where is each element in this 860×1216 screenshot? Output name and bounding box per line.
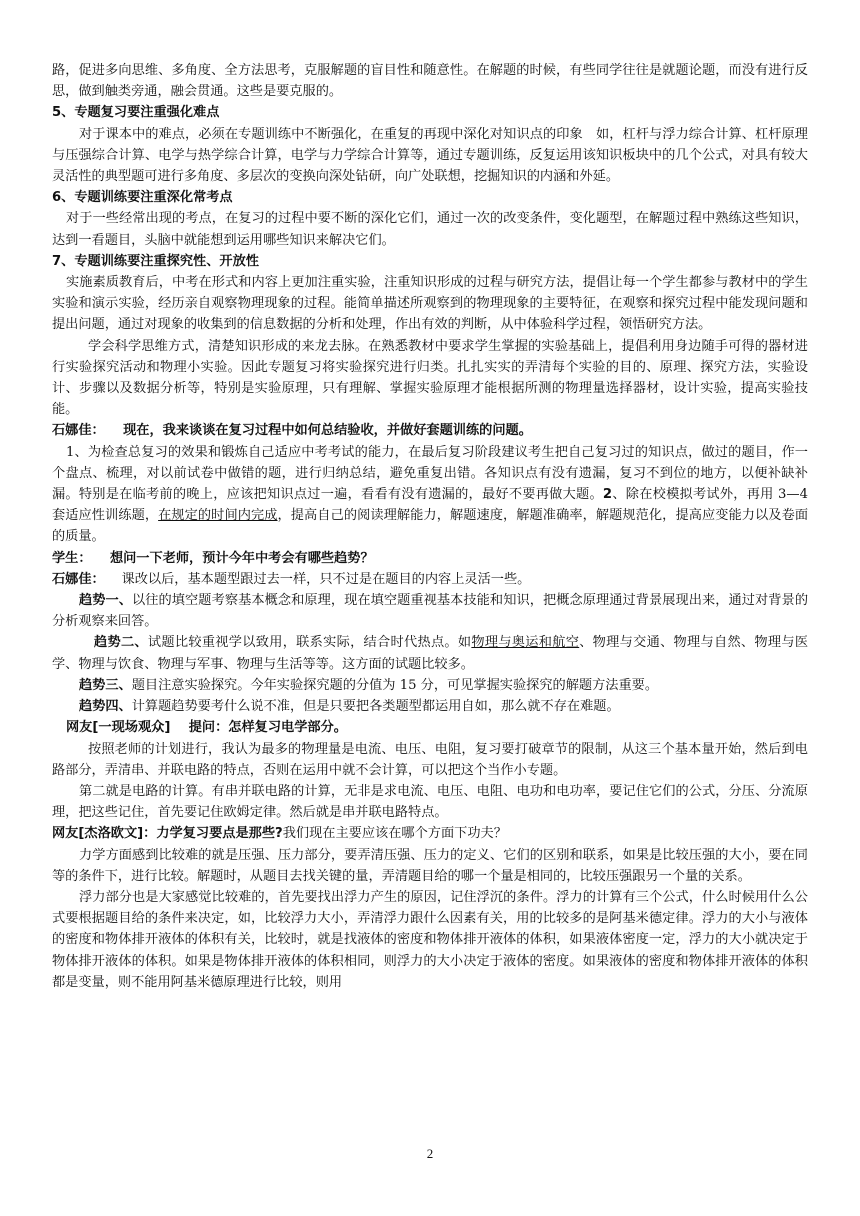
text-run: 1、为检查总复习的效果和锻炼自己适应中考考试的能力，在最后复习阶段建议考生把自己复习过的知识点，做过的题目，作一个盘点、梳理，对以前试卷中做错的题，进行归纳总结，避免重复出错。各知识点有没有遗漏，复习不到位的地方，以便补缺补漏。特别是在临考前的晚上，应该把知识点过一遍，看看有没有遗漏的，最好不要再做大题。	[52, 444, 808, 503]
speaker-name: 网友[杰洛欧文]：	[52, 826, 157, 842]
section-heading-6: 6、专题训练要注重深化常考点	[52, 190, 233, 206]
paragraph: 第二就是电路的计算。有串并联电路的计算，无非是求电流、电压、电阻、电功和电功率，要记住它们的公式，分压、分流原理，把这些记住，首先要记住欧姆定律。然后就是串并联电路特点。	[52, 783, 808, 821]
speaker-text: 想问一下老师，预计今年中考会有哪些趋势？	[109, 550, 374, 566]
document-body	[52, 60, 808, 993]
section-heading-7: 7、专题训练要注重探究性、开放性	[52, 253, 259, 269]
paragraph: 学会科学思维方式，清楚知识形成的来龙去脉。在熟悉教材中要求学生掌握的实验基础上，提倡利用身边随手可得的器材进行实验探究活动和物理小实验。因此专题复习将实验探究进行归类。扎扎实实的弄清每个实验的目的、原理、探究方法，实验设计、步骤以及数据分析等，特别是实验原理，只有理解、掌握实验原理才能根据所测的物理量选择器材，设计实验，提高实验技能。	[52, 338, 808, 418]
speaker-name: 石娜佳：	[52, 423, 105, 439]
speaker-text: 现在，我来谈谈在复习过程中如何总结验收，并做好套题训练的问题。	[123, 423, 532, 439]
trend-text: 计算题趋势要考什么说不准，但是只要把各类题型都运用自如，那么就不存在难题。	[131, 699, 620, 715]
speaker-line	[52, 548, 808, 569]
paragraph: 路，促进多向思维、多角度、全方法思考，克服解题的盲目性和随意性。在解题的时候，有些同学往往是就题论题，而没有进行反思，做到触类旁通，融会贯通。这些是要克服的。	[52, 63, 808, 100]
paragraph: 对于课本中的难点，必须在专题训练中不断强化，在重复的再现中深化对知识点的印象 如，杠杆与浮力综合计算、杠杆原理与压强综合计算、电学与热学综合计算，电学与力学综合计算等，通过专题训练，反复运用该知识板块中的几个公式，对具有较大灵活性的典型题可进行多角度、多层次的变换向深处钻研，向广处联想，挖掘知识的内涵和外延。	[52, 126, 808, 185]
trend-label: 趋势四、	[79, 699, 132, 715]
trend-text: 试题比较重视学以致用，联系实际，结合时代热点。如	[147, 635, 472, 651]
speaker-line	[52, 569, 808, 590]
trend-label: 趋势一、	[79, 593, 133, 609]
speaker-text: 力学复习要点是那些?	[156, 826, 283, 842]
speaker-text: 提问：怎样复习电学部分。	[188, 720, 347, 736]
section-heading-5: 5、专题复习要注重强化难点	[52, 105, 220, 121]
text-run: 、除在校模拟考试外，再用 3—4 套适应性训练题，	[52, 487, 808, 524]
page-number: 2	[426, 1146, 434, 1161]
trend-text: 、物理与交通、物理与自然、物理与医学、物理与饮食、物理与军事、物理与生活等等。这方面的试题比较多。	[52, 635, 809, 672]
speaker-text: 课改以后，基本题型跟过去一样，只不过是在题目的内容上灵活一些。	[121, 571, 531, 587]
text-run-bold: 2	[602, 487, 613, 503]
speaker-name: 石娜佳：	[52, 571, 105, 587]
trend-item	[52, 590, 808, 632]
trend-label: 趋势三、	[79, 677, 132, 693]
paragraph: 力学方面感到比较难的就是压强、压力部分，要弄清压强、压力的定义、它们的区别和联系，如果是比较压强的大小，要在同等的条件下，进行比较。解题时，从题目去找关键的量，弄清题目给的哪一个量是相同的，比较压强跟另一个量的关系。	[52, 847, 808, 884]
trend-text: 以往的填空题考察基本概念和原理，现在填空题重视基本技能和知识，把概念原理通过背景展现出来，通过对背景的分析观察来回答。	[52, 593, 809, 630]
trend-item	[52, 675, 808, 696]
paragraph: 实施素质教育后，中考在形式和内容上更加注重实验，注重知识形成的过程与研究方法，提倡让每一个学生都参与教材中的学生实验和演示实验，经历亲自观察物理现象的过程。能简单描述所观察到的物理现象的主要特征，在观察和探究过程中能发现问题和提出问题，通过对现象的收集到的信息数据的分析和处理，作出有效的判断，从中体验科学过程，领悟研究方法。	[52, 275, 808, 333]
paragraph: 对于一些经常出现的考点，在复习的过程中要不断的深化它们，通过一次的改变条件，变化题型，在解题过程中熟练这些知识，达到一看题目，头脑中就能想到运用哪些知识来解决它们。	[52, 211, 808, 248]
paragraph: 浮力部分也是大家感觉比较难的，首先要找出浮力产生的原因，记住浮沉的条件。浮力的计算有三个公式，什么时候用什么公式要根据题目给的条件来决定，如，比较浮力大小，弄清浮力跟什么因素有关，用的比较多的是阿基米德定律。浮力的大小与液体的密度和物体排开液体的体积有关，比较时，就是找液体的密度和物体排开液体的体积，如果液体密度一定，浮力的大小就决定于物体排开液体的体积。如果是物体排开液体的体积相同，则浮力的大小决定于液体的密度。如果液体的密度和物体排开液体的体积都是变量，则不能用阿基米德原理进行比较，则用	[52, 889, 808, 990]
speaker-text: 我们现在主要应该在哪个方面下功夫？	[282, 826, 507, 842]
underlined-text: 物理与奥运和航空	[471, 635, 580, 651]
paragraph: 按照老师的计划进行，我认为最多的物理量是电流、电压、电阻，复习要打破章节的限制，从这三个基本量开始，然后到电路部分，弄清串、并联电路的特点，否则在运用中就不会计算，可以把这个当作小专题。	[52, 741, 808, 778]
speaker-name: 学生：	[52, 550, 92, 566]
trend-label: 趋势二、	[94, 635, 148, 651]
trend-item	[52, 696, 808, 717]
speaker-line	[52, 823, 808, 844]
underlined-text: 在规定的时间内完成	[158, 508, 278, 524]
paragraph	[52, 442, 808, 548]
text-run: ，提高自己的阅读理解能力，解题速度，解题准确率，解题规范化，提高应变能力以及卷面的质量。	[52, 508, 809, 545]
speaker-name: 网友[一现场观众]	[66, 720, 171, 736]
speaker-line	[52, 420, 808, 441]
speaker-line	[52, 717, 808, 738]
trend-text: 题目注意实验探究。今年实验探究题的分值为 15 分，可见掌握实验探究的解题方法重要。	[131, 677, 659, 693]
trend-item	[52, 632, 808, 674]
